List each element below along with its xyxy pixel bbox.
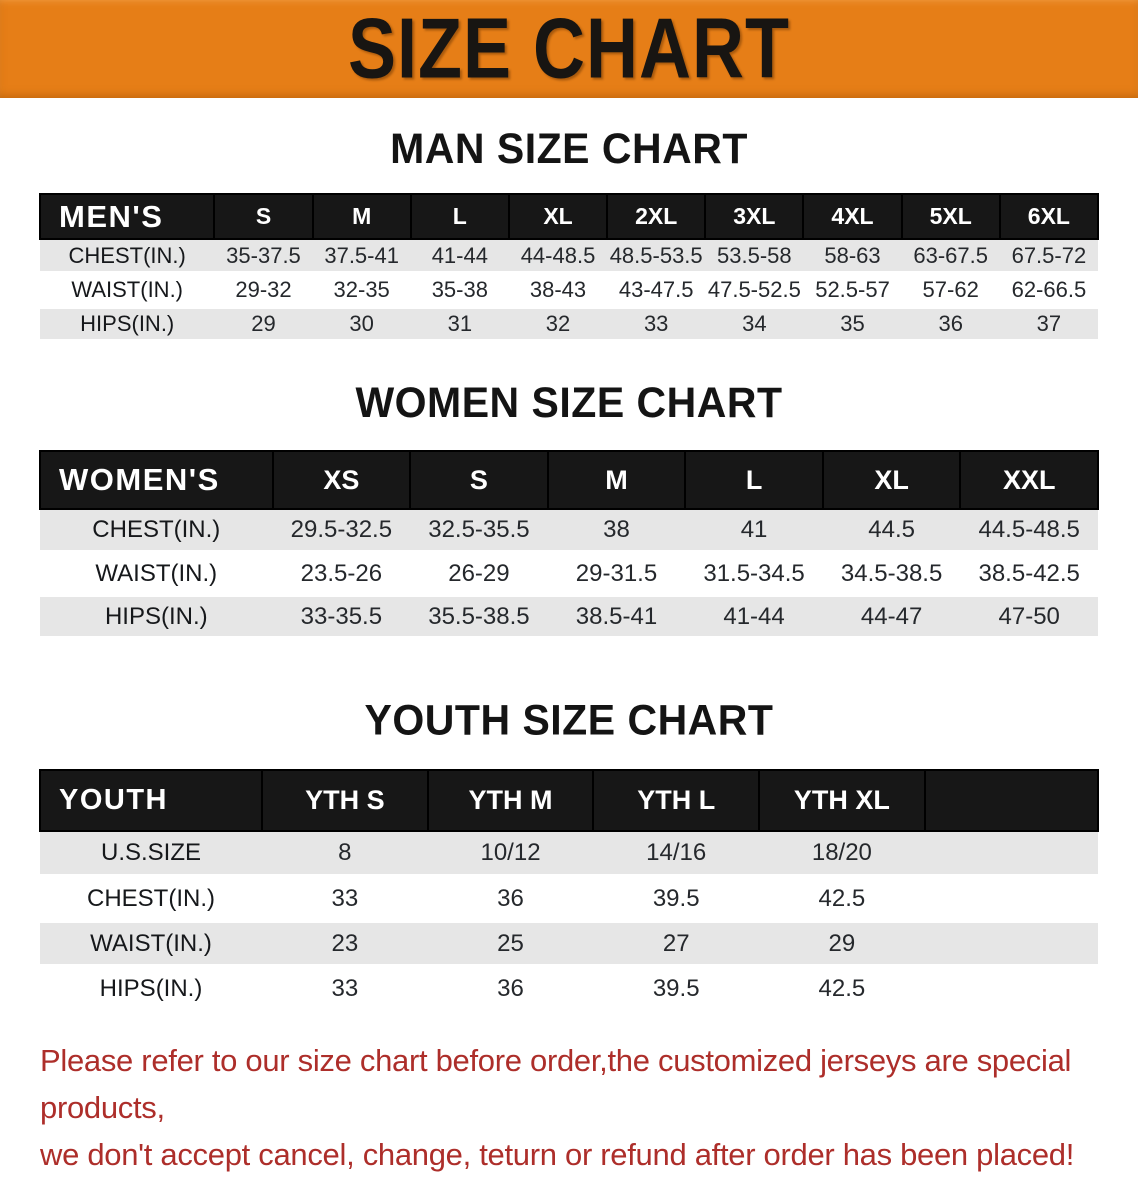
measurement-cell: 33: [262, 876, 428, 921]
men-size-table: [39, 193, 1099, 343]
size-column-header: YTH XL: [759, 770, 925, 831]
table-header-row: [40, 451, 1098, 509]
size-column-header: XXL: [960, 451, 1098, 509]
table-group-label: WOMEN'S: [40, 451, 273, 509]
row-label: WAIST(IN.): [40, 921, 262, 966]
measurement-cell: 37.5-41: [313, 239, 411, 273]
size-column-header: YTH M: [428, 770, 594, 831]
disclaimer-line-2: we don't accept cancel, change, teturn or refund after order has been placed!: [40, 1137, 1075, 1173]
measurement-cell: 44.5-48.5: [960, 509, 1098, 552]
measurement-cell: 31: [411, 307, 509, 341]
row-label: WAIST(IN.): [40, 273, 214, 307]
measurement-cell: 35-37.5: [214, 239, 312, 273]
size-column-header: L: [685, 451, 823, 509]
measurement-cell: 41-44: [685, 595, 823, 638]
measurement-cell: 57-62: [902, 273, 1000, 307]
measurement-cell: 62-66.5: [1000, 273, 1098, 307]
measurement-cell: 23.5-26: [273, 552, 411, 595]
row-filler-cell: [925, 921, 1098, 966]
measurement-cell: 29: [759, 921, 925, 966]
size-column-header: L: [411, 194, 509, 239]
measurement-cell: 38: [548, 509, 686, 552]
measurement-cell: 38.5-42.5: [960, 552, 1098, 595]
measurement-cell: 36: [428, 876, 594, 921]
measurement-cell: 44.5: [823, 509, 961, 552]
banner-title: SIZE CHART: [348, 1, 790, 97]
measurement-cell: 29-32: [214, 273, 312, 307]
size-column-header: 4XL: [803, 194, 901, 239]
table-row: [40, 831, 1098, 876]
table-row: [40, 273, 1098, 307]
measurement-cell: 10/12: [428, 831, 594, 876]
women-size-table: [39, 450, 1099, 640]
measurement-cell: 8: [262, 831, 428, 876]
table-row: [40, 966, 1098, 1011]
size-column-header: M: [313, 194, 411, 239]
size-column-header: 6XL: [1000, 194, 1098, 239]
measurement-cell: 44-48.5: [509, 239, 607, 273]
row-label: CHEST(IN.): [40, 239, 214, 273]
table-header-row: [40, 194, 1098, 239]
size-column-header: XL: [509, 194, 607, 239]
measurement-cell: 48.5-53.5: [607, 239, 705, 273]
table-group-label: MEN'S: [40, 194, 214, 239]
youth-size-section: [0, 640, 1138, 1013]
table-row: [40, 876, 1098, 921]
size-column-header: M: [548, 451, 686, 509]
table-row: [40, 509, 1098, 552]
measurement-cell: 47.5-52.5: [705, 273, 803, 307]
row-filler-cell: [925, 831, 1098, 876]
measurement-cell: 41-44: [411, 239, 509, 273]
section-heading: MAN SIZE CHART: [390, 123, 748, 173]
size-column-header: YTH L: [593, 770, 759, 831]
measurement-cell: 32.5-35.5: [410, 509, 548, 552]
row-label: HIPS(IN.): [40, 307, 214, 341]
measurement-cell: 33: [607, 307, 705, 341]
size-column-header: XL: [823, 451, 961, 509]
measurement-cell: 39.5: [593, 966, 759, 1011]
measurement-cell: 14/16: [593, 831, 759, 876]
measurement-cell: 36: [428, 966, 594, 1011]
table-header-row: [40, 770, 1098, 831]
section-heading: WOMEN SIZE CHART: [355, 378, 783, 427]
measurement-cell: 27: [593, 921, 759, 966]
measurement-cell: 63-67.5: [902, 239, 1000, 273]
size-chart-banner: [0, 0, 1138, 98]
row-label: CHEST(IN.): [40, 876, 262, 921]
measurement-cell: 37: [1000, 307, 1098, 341]
row-label: U.S.SIZE: [40, 831, 262, 876]
row-label: CHEST(IN.): [40, 509, 273, 552]
measurement-cell: 67.5-72: [1000, 239, 1098, 273]
header-filler-cell: [925, 770, 1098, 831]
section-heading: YOUTH SIZE CHART: [364, 695, 774, 744]
table-group-label: YOUTH: [40, 770, 262, 831]
measurement-cell: 26-29: [410, 552, 548, 595]
table-row: [40, 921, 1098, 966]
measurement-cell: 52.5-57: [803, 273, 901, 307]
measurement-cell: 25: [428, 921, 594, 966]
measurement-cell: 39.5: [593, 876, 759, 921]
order-disclaimer: [40, 1037, 1138, 1178]
measurement-cell: 34.5-38.5: [823, 552, 961, 595]
measurement-cell: 38.5-41: [548, 595, 686, 638]
size-column-header: XS: [273, 451, 411, 509]
measurement-cell: 29-31.5: [548, 552, 686, 595]
table-row: [40, 239, 1098, 273]
men-size-section: [0, 98, 1138, 343]
measurement-cell: 29: [214, 307, 312, 341]
measurement-cell: 47-50: [960, 595, 1098, 638]
table-row: [40, 595, 1098, 638]
row-label: HIPS(IN.): [40, 595, 273, 638]
measurement-cell: 30: [313, 307, 411, 341]
measurement-cell: 32: [509, 307, 607, 341]
measurement-cell: 36: [902, 307, 1000, 341]
row-filler-cell: [925, 966, 1098, 1011]
size-column-header: S: [214, 194, 312, 239]
measurement-cell: 42.5: [759, 876, 925, 921]
measurement-cell: 35-38: [411, 273, 509, 307]
measurement-cell: 35: [803, 307, 901, 341]
measurement-cell: 34: [705, 307, 803, 341]
measurement-cell: 53.5-58: [705, 239, 803, 273]
measurement-cell: 38-43: [509, 273, 607, 307]
measurement-cell: 23: [262, 921, 428, 966]
size-column-header: 5XL: [902, 194, 1000, 239]
measurement-cell: 43-47.5: [607, 273, 705, 307]
row-filler-cell: [925, 876, 1098, 921]
measurement-cell: 18/20: [759, 831, 925, 876]
measurement-cell: 33: [262, 966, 428, 1011]
measurement-cell: 42.5: [759, 966, 925, 1011]
table-row: [40, 307, 1098, 341]
row-label: HIPS(IN.): [40, 966, 262, 1011]
measurement-cell: 35.5-38.5: [410, 595, 548, 638]
size-column-header: S: [410, 451, 548, 509]
women-size-section: [0, 343, 1138, 640]
measurement-cell: 58-63: [803, 239, 901, 273]
size-column-header: 2XL: [607, 194, 705, 239]
row-label: WAIST(IN.): [40, 552, 273, 595]
measurement-cell: 29.5-32.5: [273, 509, 411, 552]
measurement-cell: 41: [685, 509, 823, 552]
table-row: [40, 552, 1098, 595]
size-column-header: YTH S: [262, 770, 428, 831]
disclaimer-line-1: Please refer to our size chart before order,the customized jerseys are special products,: [40, 1043, 1072, 1126]
size-column-header: 3XL: [705, 194, 803, 239]
measurement-cell: 44-47: [823, 595, 961, 638]
measurement-cell: 32-35: [313, 273, 411, 307]
measurement-cell: 33-35.5: [273, 595, 411, 638]
measurement-cell: 31.5-34.5: [685, 552, 823, 595]
youth-size-table: [39, 769, 1099, 1013]
